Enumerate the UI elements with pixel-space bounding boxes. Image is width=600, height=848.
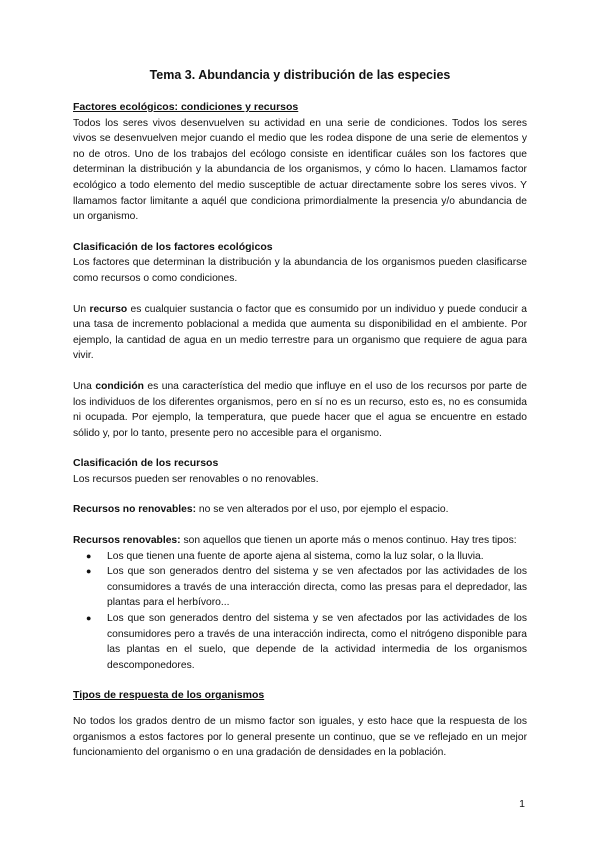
condicion-pre: Una xyxy=(73,380,96,392)
document-title: Tema 3. Abundancia y distribución de las especies xyxy=(149,68,451,82)
renovables-list xyxy=(73,549,527,674)
paragraph-recurso xyxy=(73,302,527,364)
recurso-term: recurso xyxy=(89,303,128,315)
section-heading-tipos-respuesta: Tipos de respuesta de los organismos xyxy=(73,689,265,702)
list-item xyxy=(73,549,527,565)
bullet-icon: ● xyxy=(86,550,92,561)
list-item xyxy=(73,564,527,611)
renovables-term: Recursos renovables: xyxy=(73,535,181,547)
paragraph-clasificacion-recursos: Los recursos pueden ser renovables o no renovables. xyxy=(73,473,319,485)
list-item xyxy=(73,611,527,673)
paragraph-condicion xyxy=(73,379,527,441)
paragraph-clasificacion-factores: Los factores que determinan la distribución y la abundancia de los organismos pueden clasificarse como recursos o como condiciones. xyxy=(73,257,527,284)
paragraph-tipos-respuesta: No todos los grados dentro de un mismo factor son iguales, y esto hace que la respuesta de los organismos a estos factores por lo general presente un continuo, que se ve reflejado en un mejor funcionamiento del organismo o en una gradación de densidades en la población. xyxy=(73,716,527,759)
no-renovables-term: Recursos no renovables: xyxy=(73,504,197,516)
recurso-body: es cualquier sustancia o factor que es consumido por un individuo y puede conducir a una tasa de incremento poblacional a medida que aumenta su disponibilidad en el ambiente. Por ejemplo, la cantidad de agua en un medio terrestre para un organismo que requiere de agua para vivir. xyxy=(73,303,528,362)
recurso-pre: Un xyxy=(73,303,90,315)
section-heading-clasificacion-factores: Clasificación de los factores ecológicos xyxy=(73,240,273,253)
condicion-term: condición xyxy=(95,380,144,392)
bullet-icon: ● xyxy=(86,566,92,577)
no-renovables-body: no se ven alterados por el uso, por ejemplo el espacio. xyxy=(196,504,449,516)
page-number: 1 xyxy=(519,798,525,810)
section-heading-clasificacion-recursos: Clasificación de los recursos xyxy=(73,457,219,470)
condicion-body: es una característica del medio que influye en el uso de los recursos por parte de los individuos de los diferentes organismos, pero en sí no es un recurso, esto es, no es consumida ni ocupada. Por ejemplo, la temperatura, que puede hacer que el agua se encuentre en estado sólido y, por lo tanto, presente pero no accesible para el organismo. xyxy=(73,380,527,439)
list-item-text: Los que tienen una fuente de aporte ajena al sistema, como la luz solar, o la lluvia. xyxy=(107,550,484,562)
paragraph-no-renovables xyxy=(73,502,527,518)
document-page xyxy=(73,68,527,761)
paragraph-renovables xyxy=(73,533,527,549)
list-item-text: Los que son generados dentro del sistema y se ven afectados por las actividades de los consumidores pero a través de una interacción indirecta, como el nitrógeno disponible para las plantas en el suelo, que depende de la actividad intermedia de los organismos descomponedores. xyxy=(107,613,527,671)
bullet-icon: ● xyxy=(86,613,92,624)
renovables-body: son aquellos que tienen un aporte más o menos continuo. Hay tres tipos: xyxy=(180,535,517,547)
list-item-text: Los que son generados dentro del sistema y se ven afectados por las actividades de los consumidores a través de una interacción directa, como las presas para el depredador, las plantas para el herbívoro... xyxy=(107,566,527,609)
section-heading-factores: Factores ecológicos: condiciones y recursos xyxy=(73,101,299,113)
paragraph-factores: Todos los seres vivos desenvuelven su actividad en una serie de condiciones. Todos los seres vivos se desenvuelven mejor cuando el medio que les rodea dispone de una serie de elementos y no de otros. Uno de los trabajos del ecólogo consiste en identificar cuáles son los factores que determinan la distribución y la abundancia de los organismos, y cómo lo hacen. Llamamos factor ecológico a todo elemento del medio susceptible de actuar directamente sobre los seres vivos. Y llamamos factor limitante a aquél que condiciona primordialmente la presencia y/o abundancia de un organismo. xyxy=(73,117,527,223)
